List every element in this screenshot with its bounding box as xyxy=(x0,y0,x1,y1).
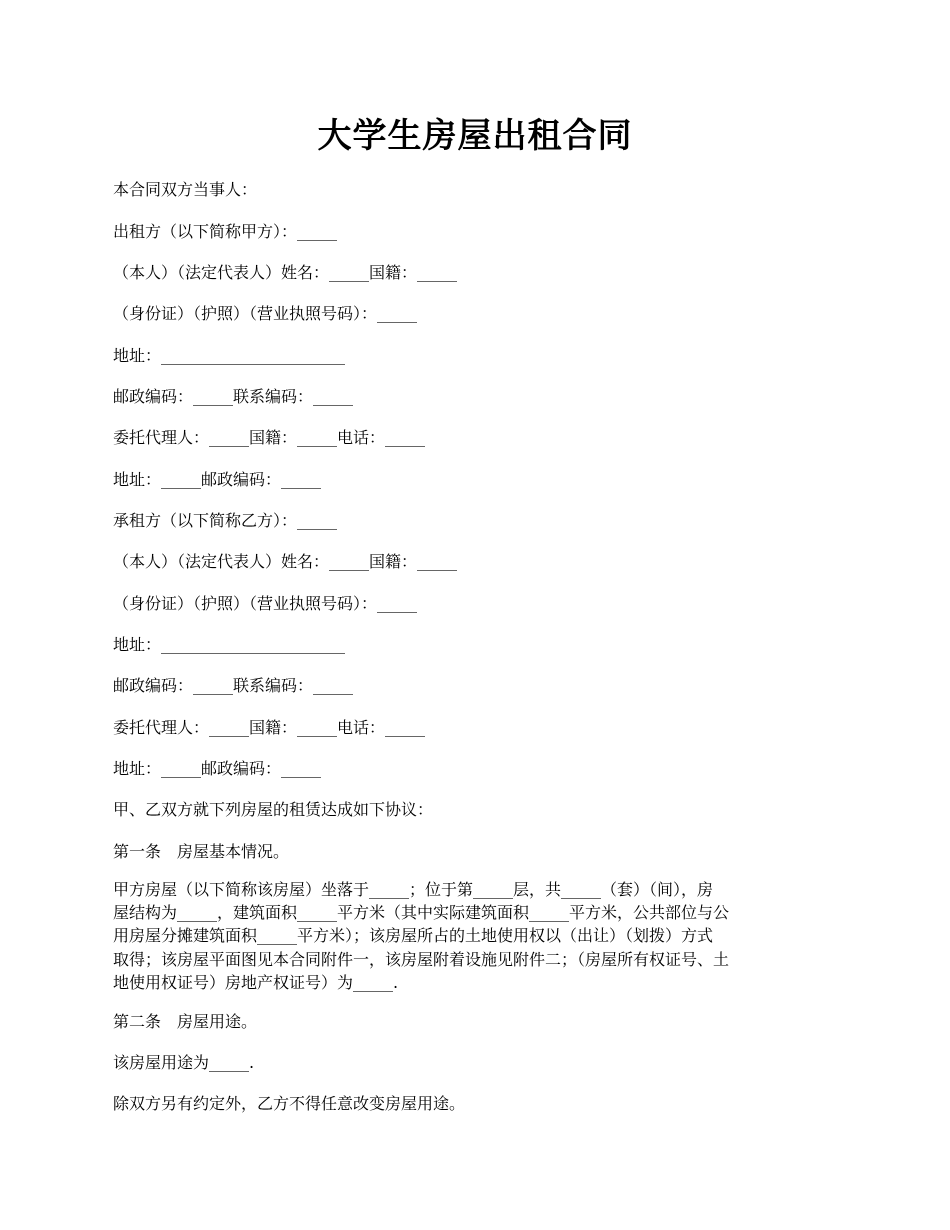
lessee-line: 承租方（以下简称乙方）：_____ xyxy=(113,511,338,530)
lessor-line: 出租方（以下简称甲方）：_____ xyxy=(113,222,338,241)
lessee-name-line: （本人）（法定代表人）姓名：_____国籍：_____ xyxy=(113,552,458,571)
lessee-agent-line: 委托代理人：_____国籍：_____电话：_____ xyxy=(113,718,426,737)
lessor-name-line: （本人）（法定代表人）姓名：_____国籍：_____ xyxy=(113,263,458,282)
article1-paragraph xyxy=(113,878,841,994)
agreement-intro: 甲、乙双方就下列房屋的租赁达成如下协议： xyxy=(113,800,434,819)
lessee-id-line: （身份证）（护照）（营业执照号码）：_____ xyxy=(113,594,418,613)
lessor-id-line: （身份证）（护照）（营业执照号码）：_____ xyxy=(113,304,418,323)
lessee-postcode-line: 邮政编码：_____联系编码：_____ xyxy=(113,676,354,695)
lessor-agent-line: 委托代理人：_____国籍：_____电话：_____ xyxy=(113,428,426,447)
document-title: 大学生房屋出租合同 xyxy=(317,116,633,156)
lessee-address-line: 地址：_______________________ xyxy=(113,635,346,654)
article1-paragraph-line: 地使用权证号）房地产权证号）为_____. xyxy=(113,972,399,992)
lessor-address-line: 地址：_______________________ xyxy=(113,346,346,365)
article2-use-line: 该房屋用途为_____. xyxy=(113,1053,255,1072)
lessee-agent-address-line: 地址：_____邮政编码：_____ xyxy=(113,759,322,778)
article1-paragraph-line: 甲方房屋（以下简称该房屋）坐落于_____；位于第_____层，共_____（套）（间），房 xyxy=(113,880,714,899)
article1-paragraph-line: 取得；该房屋平面图见本合同附件一，该房屋附着设施见附件二；（房屋所有权证号、土 xyxy=(113,949,730,969)
lessor-agent-address-line: 地址：_____邮政编码：_____ xyxy=(113,470,322,489)
lessor-postcode-line: 邮政编码：_____联系编码：_____ xyxy=(113,387,354,406)
article2-restriction-line: 除双方另有约定外，乙方不得任意改变房屋用途。 xyxy=(113,1094,466,1113)
article2-heading: 第二条 房屋用途。 xyxy=(113,1012,258,1031)
parties-intro: 本合同双方当事人： xyxy=(113,180,258,199)
article1-paragraph-line: 屋结构为_____，建筑面积_____平方米（其中实际建筑面积_____平方米，公共部位与公 xyxy=(113,903,730,923)
article1-paragraph-line: 用房屋分摊建筑面积_____平方米）；该房屋所占的土地使用权以（出让）（划拨）方式 xyxy=(113,926,714,946)
article1-heading: 第一条 房屋基本情况。 xyxy=(113,842,290,861)
